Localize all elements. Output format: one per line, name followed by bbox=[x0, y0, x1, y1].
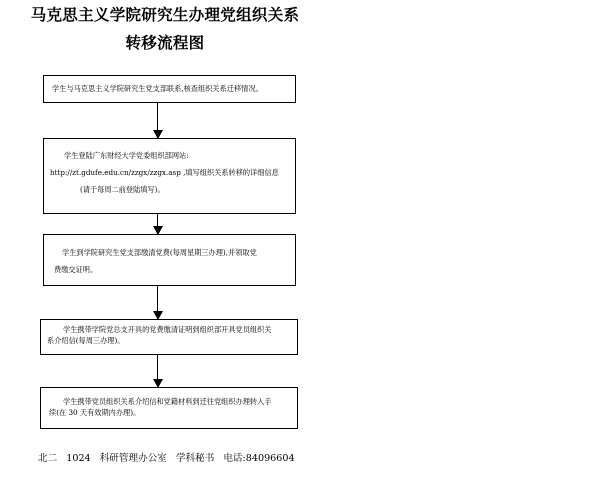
chart-title-line-2: 转移流程图 bbox=[125, 33, 205, 52]
flow-arrow-3 bbox=[157, 286, 158, 319]
step-1-box bbox=[43, 75, 296, 103]
step-5-text-line-2: 续(在 30 天有效期内办理)。 bbox=[49, 408, 141, 417]
step-2-text-line-3: (请于每周二前登陆填写)。 bbox=[80, 185, 165, 194]
chart-title-line-1: 马克思主义学院研究生办理党组织关系 bbox=[30, 5, 300, 24]
step-3-text-line-2: 费缴交证明。 bbox=[54, 265, 98, 274]
contact-footer: 北二 1024 科研管理办公室 学科秘书 电话:84096604 bbox=[38, 453, 295, 464]
step-1-text: 学生与马克思主义学院研究生党支部联系,核查组织关系迁移情况。 bbox=[52, 84, 263, 93]
step-4-text-line-1: 学生携带学院党总支开具的党费缴清证明到组织部开具党员组织关 bbox=[63, 325, 272, 334]
step-3-box bbox=[43, 234, 296, 286]
step-3-text-line-1: 学生到学院研究生党支部缴清党费(每周星期三办理),并领取党 bbox=[62, 248, 257, 257]
step-2-box bbox=[43, 138, 296, 214]
step-2-url-line: http://zt.gdufe.edu.cn/zzgx/zzgx.asp ,填写组织关系转移的详细信息 bbox=[50, 168, 279, 177]
flow-arrow-2 bbox=[157, 214, 158, 234]
step-4-text-line-2: 系介绍信(每周三办理)。 bbox=[47, 336, 125, 345]
step-5-box bbox=[40, 387, 298, 429]
flow-arrow-4 bbox=[157, 355, 158, 387]
step-4-box bbox=[40, 319, 298, 355]
step-2-text-line-1: 学生登陆广东财经大学党委组织部网站: bbox=[64, 151, 189, 160]
step-5-text-line-1: 学生携带党员组织关系介绍信和党籍材料到迁往党组织办理转入手 bbox=[63, 397, 272, 406]
flow-arrow-1 bbox=[157, 103, 158, 138]
